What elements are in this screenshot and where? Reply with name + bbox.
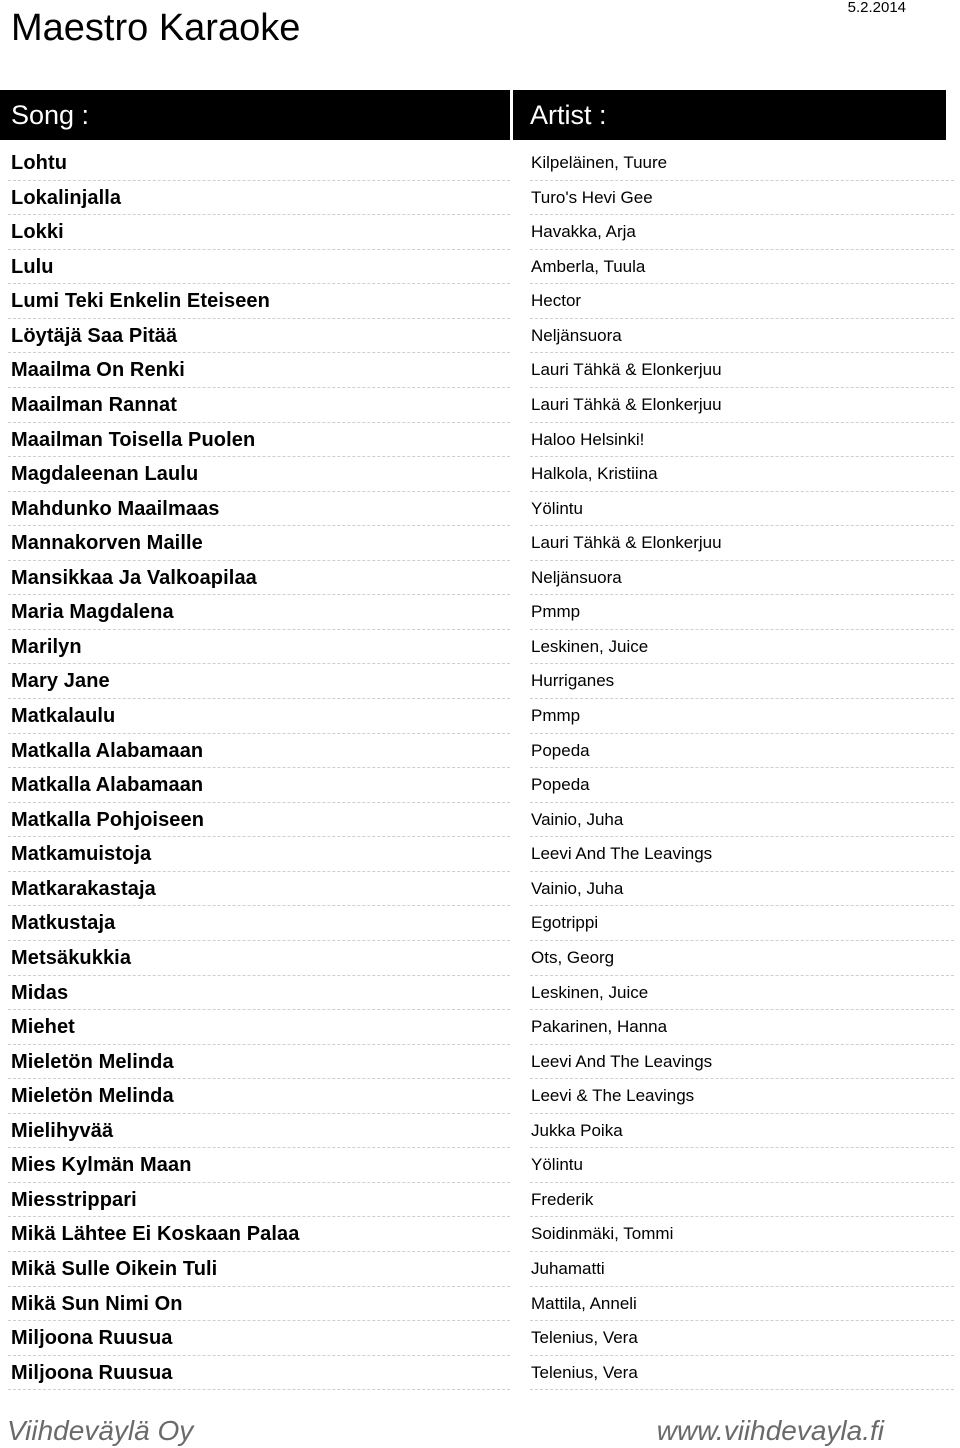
song-title: Magdaleenan Laulu (11, 463, 199, 486)
song-title: Mikä Sulle Oikein Tuli (11, 1258, 218, 1280)
song-title: Matkalla Alabamaan (11, 739, 204, 762)
artist-name: Lauri Tähkä & Elonkerjuu (531, 533, 722, 553)
song-title: Lulu (11, 255, 54, 278)
artist-name: Pmmp (531, 602, 581, 622)
table-row (0, 284, 960, 319)
row-divider (530, 1389, 954, 1390)
song-title: Matkustaja (11, 912, 116, 935)
table-row (0, 872, 960, 907)
table-row (0, 1321, 960, 1356)
table-row (0, 1287, 960, 1322)
song-title: Matkamuistoja (11, 843, 152, 866)
table-row (0, 1079, 960, 1114)
song-title: Miljoona Ruusua (11, 1327, 173, 1350)
artist-name: Egotrippi (531, 913, 599, 933)
table-row (0, 388, 960, 423)
song-title: Matkalla Pohjoiseen (11, 808, 205, 831)
table-row (0, 664, 960, 699)
table-row (0, 457, 960, 492)
song-title: Lumi Teki Enkelin Eteiseen (11, 290, 270, 313)
artist-name: Ots, Georg (531, 947, 615, 967)
song-title: Matkalaulu (11, 705, 116, 727)
table-row (0, 837, 960, 872)
song-title: Miehet (11, 1016, 75, 1039)
table-row (0, 146, 960, 181)
table-row (0, 699, 960, 734)
song-list (0, 146, 960, 1390)
table-row (0, 941, 960, 976)
table-row (0, 526, 960, 561)
artist-name: Vainio, Juha (531, 809, 624, 829)
artist-name: Popeda (531, 775, 590, 795)
document-date: 5.2.2014 (847, 0, 906, 16)
song-title: Mikä Lähtee Ei Koskaan Palaa (11, 1223, 300, 1246)
footer-website[interactable]: www.viihdevayla.fi (656, 1415, 884, 1446)
song-title: Mahdunko Maailmaas (11, 497, 220, 520)
song-title: Lokki (11, 221, 64, 244)
artist-name: Leevi And The Leavings (531, 844, 713, 864)
artist-name: Leevi & The Leavings (531, 1086, 695, 1106)
artist-name: Juhamatti (531, 1259, 605, 1278)
artist-name: Frederik (531, 1189, 594, 1209)
artist-name: Telenius, Vera (531, 1362, 638, 1382)
artist-name: Lauri Tähkä & Elonkerjuu (531, 360, 722, 380)
song-title: Matkalla Alabamaan (11, 774, 204, 797)
song-title: Miesstrippari (11, 1188, 137, 1211)
song-title: Miljoona Ruusua (11, 1361, 173, 1384)
artist-name: Pmmp (531, 706, 581, 725)
table-row (0, 1183, 960, 1218)
artist-name: Neljänsuora (531, 325, 622, 345)
song-title: Mies Kylmän Maan (11, 1154, 192, 1177)
artist-name: Halkola, Kristiina (531, 464, 658, 484)
table-row (0, 906, 960, 941)
table-row (0, 215, 960, 250)
artist-name: Popeda (531, 740, 590, 760)
artist-name: Lauri Tähkä & Elonkerjuu (531, 394, 722, 414)
song-title: Mannakorven Maille (11, 532, 203, 555)
artist-name: Pakarinen, Hanna (531, 1017, 668, 1037)
song-title: Mansikkaa Ja Valkoapilaa (11, 566, 257, 589)
table-row (0, 976, 960, 1011)
table-row (0, 1252, 960, 1287)
artist-name: Leevi And The Leavings (531, 1051, 713, 1071)
artist-name: Havakka, Arja (531, 222, 636, 242)
table-row (0, 1010, 960, 1045)
artist-name: Kilpeläinen, Tuure (531, 153, 668, 172)
table-row (0, 1045, 960, 1080)
song-title: Mary Jane (11, 670, 110, 693)
artist-name: Vainio, Juha (531, 878, 624, 898)
table-row (0, 1217, 960, 1252)
artist-name: Jukka Poika (531, 1120, 623, 1140)
song-title: Lokalinjalla (11, 186, 122, 209)
table-row (0, 1114, 960, 1149)
artist-name: Soidinmäki, Tommi (531, 1224, 674, 1244)
document-title: Maestro Karaoke (11, 7, 301, 49)
song-title: Marilyn (11, 635, 82, 658)
song-title: Maailman Rannat (11, 393, 177, 416)
artist-name: Amberla, Tuula (531, 256, 646, 276)
artist-column-header: Artist : (513, 90, 946, 140)
artist-name: Mattila, Anneli (531, 1293, 637, 1313)
song-title: Mieletön Melinda (11, 1085, 174, 1108)
artist-name: Yölintu (531, 1155, 583, 1175)
song-title: Maailma On Renki (11, 359, 185, 382)
table-row (0, 734, 960, 769)
table-row (0, 423, 960, 458)
table-row (0, 353, 960, 388)
song-title: Midas (11, 981, 69, 1004)
song-title: Lohtu (11, 152, 68, 174)
table-row (0, 492, 960, 527)
song-title: Mieletön Melinda (11, 1050, 174, 1073)
artist-name: Leskinen, Juice (531, 982, 649, 1002)
song-title: Mielihyvää (11, 1119, 114, 1142)
song-title: Löytäjä Saa Pitää (11, 324, 178, 347)
artist-name: Hector (531, 291, 582, 311)
artist-name: Hurriganes (531, 671, 615, 691)
table-row (0, 1356, 960, 1391)
song-title: Maailman Toisella Puolen (11, 428, 256, 451)
table-row (0, 595, 960, 630)
song-title: Metsäkukkia (11, 946, 132, 969)
artist-name: Telenius, Vera (531, 1328, 638, 1348)
song-title: Mikä Sun Nimi On (11, 1292, 183, 1315)
artist-name: Haloo Helsinki! (531, 429, 645, 449)
table-row (0, 181, 960, 216)
table-row (0, 768, 960, 803)
song-column-header: Song : (0, 90, 510, 140)
song-title: Maria Magdalena (11, 601, 174, 624)
artist-name: Neljänsuora (531, 567, 622, 587)
footer-company: Viihdeväylä Oy (7, 1415, 194, 1446)
table-row (0, 561, 960, 596)
row-divider (8, 1389, 510, 1390)
artist-name: Yölintu (531, 498, 583, 518)
artist-name: Turo's Hevi Gee (531, 187, 653, 207)
table-row (0, 250, 960, 285)
table-row (0, 630, 960, 665)
table-row (0, 1148, 960, 1183)
table-row (0, 319, 960, 354)
table-row (0, 803, 960, 838)
artist-name: Leskinen, Juice (531, 636, 649, 656)
song-title: Matkarakastaja (11, 877, 156, 900)
